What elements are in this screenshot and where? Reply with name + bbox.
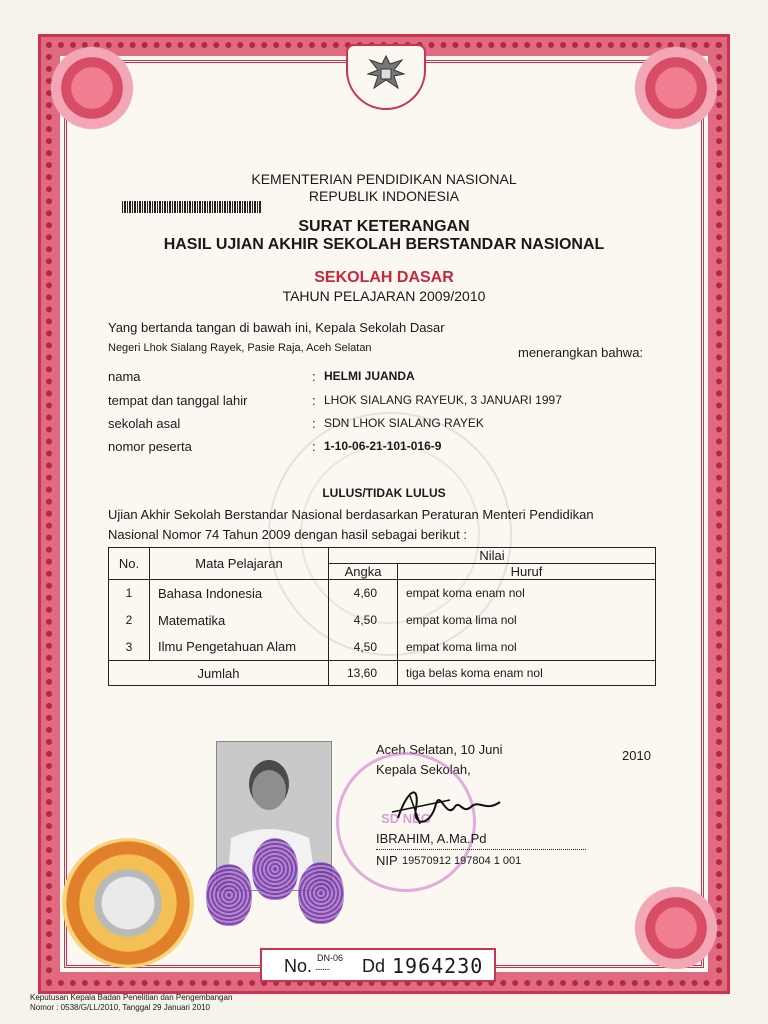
serial-dots: ........ <box>315 962 330 973</box>
field-colon: : <box>312 416 316 431</box>
corner-ornament-top-left <box>44 40 140 136</box>
field-label-birth: tempat dan tanggal lahir <box>108 393 248 408</box>
fingerprint-right <box>298 862 344 924</box>
field-value-school: SDN LHOK SIALANG RAYEK <box>324 416 484 430</box>
republic-name: REPUBLIK INDONESIA <box>308 188 460 204</box>
school-name: Negeri Lhok Sialang Rayek, Pasie Raja, Aceh Selatan <box>108 342 372 354</box>
total-row <box>109 661 656 686</box>
ministry-name: KEMENTERIAN PENDIDIKAN NASIONAL <box>251 171 517 187</box>
signer-role: Kepala Sekolah, <box>376 762 471 777</box>
states-text: menerangkan bahwa: <box>518 345 644 360</box>
field-label-name: nama <box>108 369 141 384</box>
total-label: Jumlah <box>109 661 329 686</box>
row-digits: 4,50 <box>329 607 398 634</box>
column-header-subject: Mata Pelajaran <box>150 548 329 580</box>
column-header-digits: Angka <box>329 564 398 580</box>
field-label-school: sekolah asal <box>108 416 181 431</box>
field-colon: : <box>312 439 316 454</box>
fingerprint-middle <box>252 838 298 900</box>
row-subject: Matematika <box>150 607 329 634</box>
academic-year: TAHUN PELAJARAN 2009/2010 <box>282 288 486 304</box>
corner-ornament-bottom-right <box>628 880 724 976</box>
hologram-seal <box>62 838 194 968</box>
document-title: SURAT KETERANGAN <box>298 218 470 235</box>
serial-no-label: No. <box>284 956 313 976</box>
signature-line <box>376 849 586 850</box>
school-level: SEKOLAH DASAR <box>314 269 454 286</box>
signature-year: 2010 <box>622 748 651 763</box>
table-row <box>109 607 656 634</box>
field-colon: : <box>312 393 316 408</box>
field-value-participant: 1-10-06-21-101-016-9 <box>324 439 442 453</box>
row-subject: Bahasa Indonesia <box>150 580 329 607</box>
row-digits: 4,50 <box>329 634 398 661</box>
total-words: tiga belas koma enam nol <box>398 661 656 686</box>
result-paragraph-2: Nasional Nomor 74 Tahun 2009 dengan hasil sebagai berikut : <box>108 527 467 542</box>
footer-decree-line: Keputusan Kepala Badan Penelitian dan Pengembangan <box>30 993 233 1002</box>
handwritten-signature <box>390 778 510 836</box>
nip-value: 19570912 197804 1 001 <box>402 855 522 867</box>
serial-number: 1964230 <box>392 954 484 978</box>
barcode <box>122 201 262 213</box>
place-date: Aceh Selatan, 10 Juni <box>376 742 503 757</box>
signer-name: IBRAHIM, A.Ma.Pd <box>376 831 487 846</box>
field-value-name: HELMI JUANDA <box>324 369 415 383</box>
row-words: empat koma lima nol <box>398 634 656 661</box>
row-digits: 4,60 <box>329 580 398 607</box>
field-colon: : <box>312 369 316 384</box>
corner-ornament-top-right <box>628 40 724 136</box>
table-row <box>109 634 656 661</box>
field-value-birth: LHOK SIALANG RAYEUK, 3 JANUARI 1997 <box>324 393 562 407</box>
column-header-no: No. <box>109 548 150 580</box>
result-status: LULUS/TIDAK LULUS <box>322 486 446 500</box>
row-subject: Ilmu Pengetahuan Alam <box>150 634 329 661</box>
serial-dn-code: DN-06 <box>317 953 344 963</box>
grades-table <box>108 547 656 686</box>
fingerprint-left <box>206 864 252 926</box>
column-header-score: Nilai <box>329 548 656 564</box>
table-row <box>109 580 656 607</box>
footer-number-line: Nomor : 0538/G/LL/2010, Tanggal 29 Januari 2010 <box>30 1003 210 1012</box>
result-paragraph-1: Ujian Akhir Sekolah Berstandar Nasional berdasarkan Peraturan Menteri Pendidikan <box>108 507 594 522</box>
row-number: 1 <box>109 580 150 607</box>
row-number: 3 <box>109 634 150 661</box>
serial-dd-label: Dd <box>362 956 386 976</box>
column-header-words: Huruf <box>398 564 656 580</box>
document-subtitle: HASIL UJIAN AKHIR SEKOLAH BERSTANDAR NASIONAL <box>163 236 605 253</box>
nip-label: NIP <box>376 853 398 868</box>
row-number: 2 <box>109 607 150 634</box>
school-stamp: SD NEG <box>336 752 476 892</box>
intro-line: Yang bertanda tangan di bawah ini, Kepala Sekolah Dasar <box>108 320 445 335</box>
row-words: empat koma lima nol <box>398 607 656 634</box>
row-words: empat koma enam nol <box>398 580 656 607</box>
total-digits: 13,60 <box>329 661 398 686</box>
field-label-participant: nomor peserta <box>108 439 192 454</box>
